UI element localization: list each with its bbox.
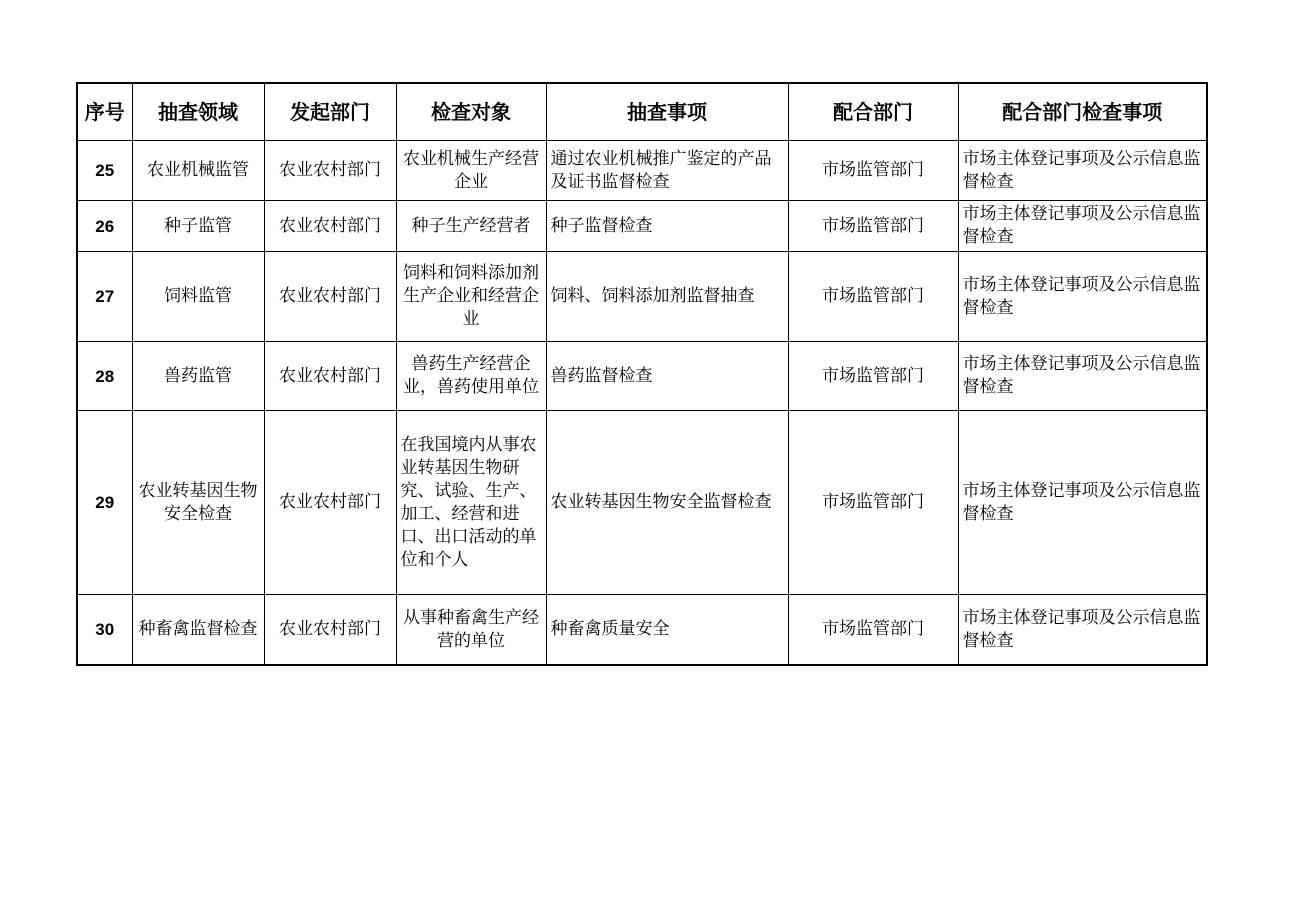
cell-initiator: 农业农村部门: [264, 252, 396, 342]
table-row: [77, 201, 1207, 252]
cell-item: 种畜禽质量安全: [546, 595, 788, 666]
cell-partner-item: 市场主体登记事项及公示信息监督检查: [958, 201, 1207, 252]
cell-seq: 29: [77, 411, 132, 595]
table-row: [77, 141, 1207, 201]
cell-seq: 28: [77, 342, 132, 411]
cell-target: 种子生产经营者: [396, 201, 546, 252]
cell-partner-item: 市场主体登记事项及公示信息监督检查: [958, 252, 1207, 342]
header-item: 抽查事项: [546, 83, 788, 141]
cell-initiator: 农业农村部门: [264, 201, 396, 252]
table-row: [77, 595, 1207, 666]
cell-target: 农业机械生产经营企业: [396, 141, 546, 201]
header-seq: 序号: [77, 83, 132, 141]
cell-target: 在我国境内从事农业转基因生物研究、试验、生产、加工、经营和进口、出口活动的单位和个人: [396, 411, 546, 595]
cell-seq: 27: [77, 252, 132, 342]
cell-item: 饲料、饲料添加剂监督抽查: [546, 252, 788, 342]
header-target: 检查对象: [396, 83, 546, 141]
cell-field: 种畜禽监督检查: [132, 595, 264, 666]
cell-partner: 市场监管部门: [788, 411, 958, 595]
cell-initiator: 农业农村部门: [264, 595, 396, 666]
cell-item: 通过农业机械推广鉴定的产品及证书监督检查: [546, 141, 788, 201]
cell-partner: 市场监管部门: [788, 595, 958, 666]
cell-seq: 30: [77, 595, 132, 666]
header-row: [77, 83, 1207, 141]
cell-initiator: 农业农村部门: [264, 342, 396, 411]
table-row: [77, 411, 1207, 595]
cell-seq: 26: [77, 201, 132, 252]
cell-partner-item: 市场主体登记事项及公示信息监督检查: [958, 141, 1207, 201]
cell-partner-item: 市场主体登记事项及公示信息监督检查: [958, 411, 1207, 595]
cell-item: 兽药监督检查: [546, 342, 788, 411]
cell-partner: 市场监管部门: [788, 342, 958, 411]
cell-target: 兽药生产经营企业，兽药使用单位: [396, 342, 546, 411]
table-row: [77, 342, 1207, 411]
cell-field: 饲料监管: [132, 252, 264, 342]
cell-item: 种子监督检查: [546, 201, 788, 252]
cell-field: 兽药监管: [132, 342, 264, 411]
cell-field: 种子监管: [132, 201, 264, 252]
cell-partner-item: 市场主体登记事项及公示信息监督检查: [958, 342, 1207, 411]
inspection-table: [76, 82, 1208, 666]
cell-initiator: 农业农村部门: [264, 411, 396, 595]
header-initiator: 发起部门: [264, 83, 396, 141]
cell-partner: 市场监管部门: [788, 252, 958, 342]
cell-partner-item: 市场主体登记事项及公示信息监督检查: [958, 595, 1207, 666]
header-field: 抽查领域: [132, 83, 264, 141]
cell-partner: 市场监管部门: [788, 201, 958, 252]
table-row: [77, 252, 1207, 342]
cell-target: 从事种畜禽生产经营的单位: [396, 595, 546, 666]
cell-field: 农业机械监管: [132, 141, 264, 201]
header-partner: 配合部门: [788, 83, 958, 141]
cell-partner: 市场监管部门: [788, 141, 958, 201]
cell-target: 饲料和饲料添加剂生产企业和经营企业: [396, 252, 546, 342]
cell-initiator: 农业农村部门: [264, 141, 396, 201]
cell-item: 农业转基因生物安全监督检查: [546, 411, 788, 595]
cell-field: 农业转基因生物安全检查: [132, 411, 264, 595]
header-partner-item: 配合部门检查事项: [958, 83, 1207, 141]
cell-seq: 25: [77, 141, 132, 201]
